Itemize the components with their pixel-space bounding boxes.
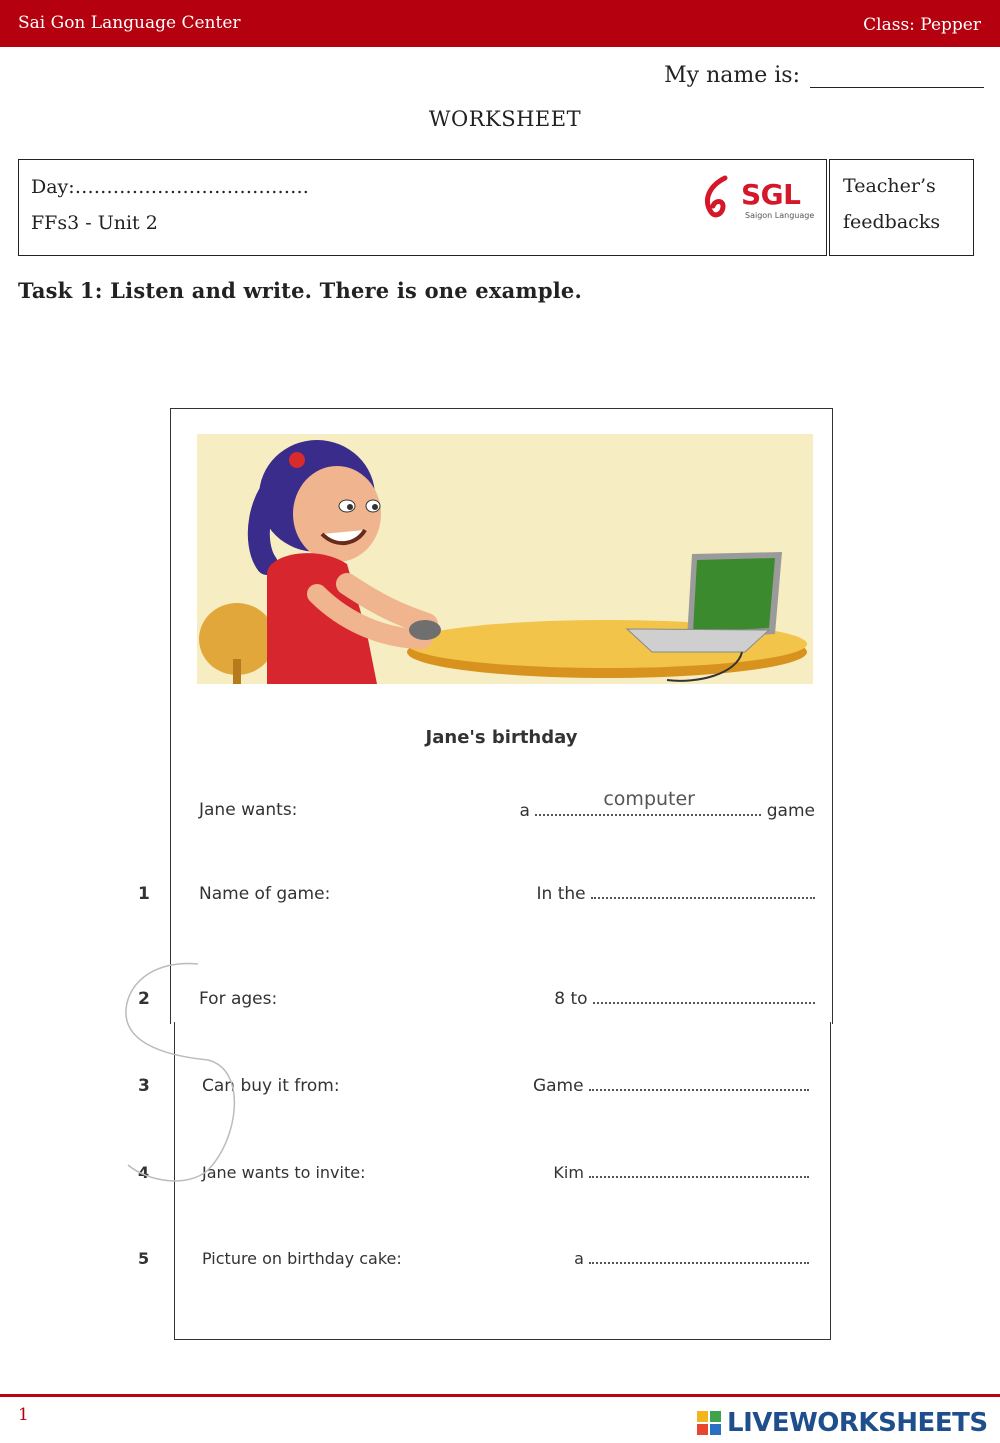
- day-field: Day:……………………………….: [31, 176, 309, 198]
- logo-subtext: Saigon Language: [745, 211, 815, 220]
- answer-prefix: a: [574, 1249, 584, 1268]
- answer-area: [537, 884, 816, 904]
- question-number: 2: [138, 989, 150, 1009]
- answer-prefix: In the: [536, 884, 586, 904]
- example-label: Jane wants:: [199, 800, 298, 820]
- answer-area: [533, 1076, 809, 1096]
- question-label: Jane wants to invite:: [202, 1163, 366, 1182]
- handwritten-swirl: [118, 960, 248, 1190]
- answer-area: [554, 989, 815, 1009]
- teacher-feedback-box: [829, 159, 974, 256]
- liveworksheets-grid-icon: [697, 1411, 721, 1435]
- question-number: 5: [138, 1249, 150, 1268]
- answer-area: [553, 1163, 809, 1182]
- logo-text: SGL: [741, 178, 801, 211]
- student-name-row: [664, 63, 984, 88]
- liveworksheets-logo: [697, 1408, 988, 1438]
- example-answer-blank: [535, 788, 761, 816]
- task-title: Task 1: Listen and write. There is one example.: [18, 278, 582, 303]
- header-bar: [0, 0, 1000, 47]
- question-label: Can buy it from:: [202, 1076, 340, 1096]
- info-box: [18, 159, 827, 256]
- liveworksheets-brand: LIVEWORKSHEETS: [727, 1408, 988, 1438]
- sgl-swoosh-icon: [699, 174, 739, 222]
- answer-blank[interactable]: [589, 1077, 809, 1091]
- example-prefix: a: [519, 801, 530, 821]
- name-label: My name is:: [664, 63, 800, 88]
- question-number: 1: [138, 884, 150, 904]
- center-name: Sai Gon Language Center: [18, 13, 241, 33]
- girl-playing-game-illustration: [197, 434, 813, 684]
- example-suffix: game: [766, 801, 815, 821]
- page-number: 1: [18, 1405, 29, 1425]
- question-label: For ages:: [199, 989, 278, 1009]
- question-label: Name of game:: [199, 884, 331, 904]
- unit-label: FFs3 - Unit 2: [31, 212, 158, 234]
- question-number: 3: [138, 1076, 150, 1096]
- answer-blank[interactable]: [591, 885, 815, 899]
- name-blank[interactable]: [810, 66, 984, 88]
- example-answer-text: computer: [603, 788, 695, 810]
- footer-rule: [0, 1394, 1000, 1397]
- feedback-line-2: feedbacks: [843, 211, 941, 233]
- question-label: Picture on birthday cake:: [202, 1249, 402, 1268]
- exercise-sheet: [138, 408, 833, 1340]
- example-answer: [519, 788, 815, 821]
- worksheet-title: WORKSHEET: [428, 107, 582, 131]
- sgl-logo: [699, 174, 815, 222]
- feedback-line-1: Teacher’s: [843, 175, 936, 197]
- question-number: 4: [138, 1163, 150, 1182]
- answer-blank[interactable]: [593, 990, 815, 1004]
- answer-prefix: Kim: [553, 1163, 584, 1182]
- answer-area: [574, 1249, 809, 1268]
- answer-blank[interactable]: [589, 1250, 809, 1264]
- answer-prefix: Game: [532, 1076, 584, 1096]
- answer-prefix: 8 to: [554, 989, 588, 1009]
- class-label: Class: Pepper: [863, 15, 981, 35]
- answer-blank[interactable]: [589, 1164, 809, 1178]
- exercise-title: Jane's birthday: [425, 727, 578, 748]
